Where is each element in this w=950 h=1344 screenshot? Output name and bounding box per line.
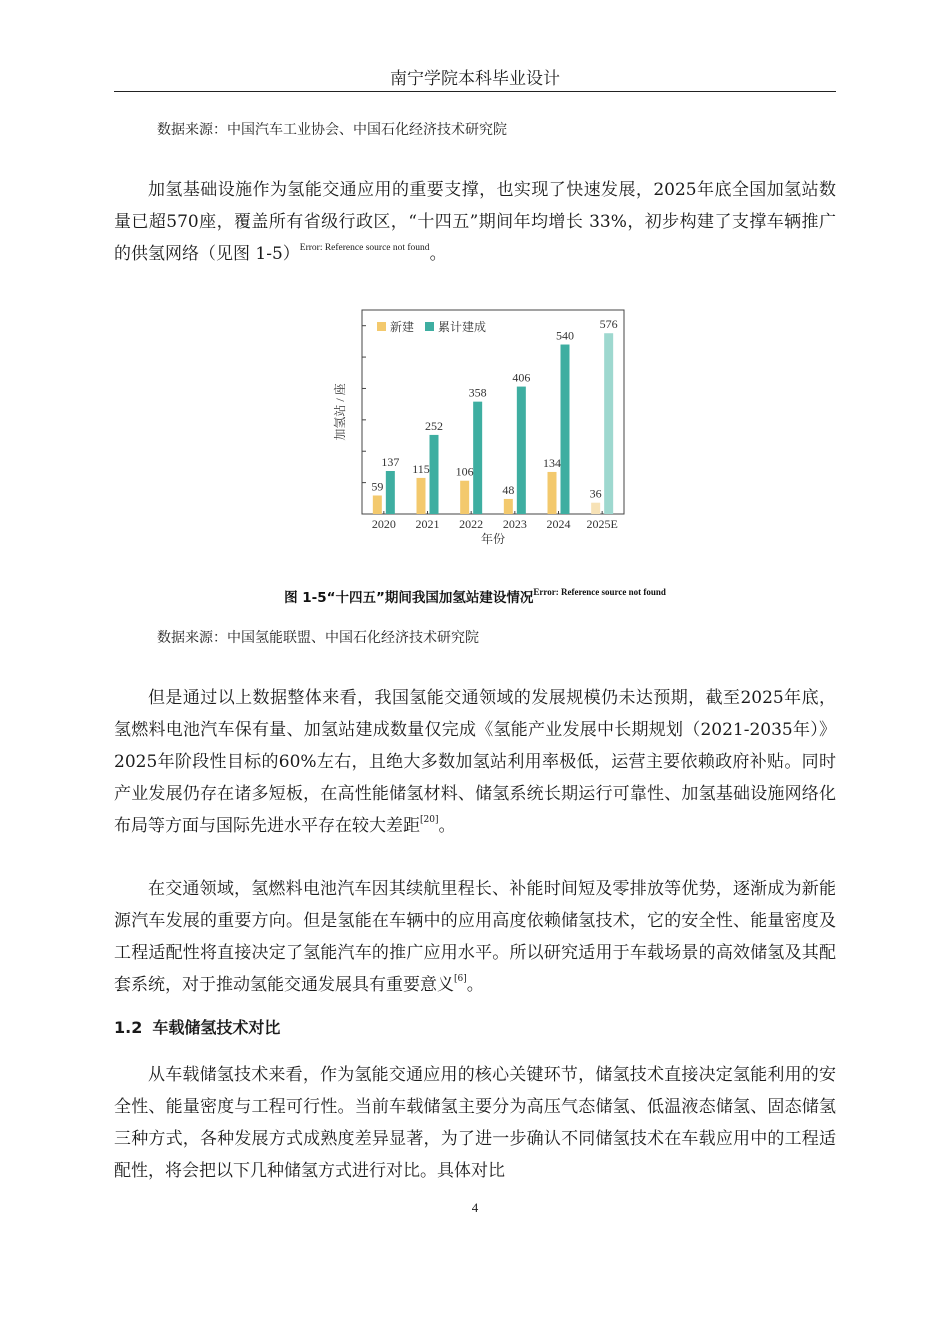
data-label-cumulative-2025E: 576 <box>599 317 618 332</box>
bar-cumulative-2022 <box>473 402 482 514</box>
hydrogen-station-bar-chart <box>330 300 630 550</box>
paragraph-storage-overview <box>114 1059 836 1187</box>
paragraph-transport-application <box>114 873 836 1001</box>
paragraph-development-gap <box>114 682 836 842</box>
page-header-title: 南宁学院本科毕业设计 <box>390 69 560 89</box>
x-tick-label-2024: 2024 <box>546 517 571 531</box>
legend-label-cumulative: 累计建成 <box>438 320 487 334</box>
bar-cumulative-2024 <box>561 345 570 514</box>
section-number: 1.2 <box>114 1018 143 1037</box>
data-label-new-2025E: 36 <box>589 486 602 501</box>
data-label-new-2023: 48 <box>502 482 515 497</box>
reference-error-note: Error: Reference source not found <box>299 243 430 254</box>
legend-swatch-cumulative <box>425 322 434 331</box>
paragraph-text: 在交通领域，氢燃料电池汽车因其续航里程长、补能时间短及零排放等优势，逐渐成为新能源汽车发展的重要方向。但是氢能在车辆中的应用高度依赖储氢技术，它的安全性、能量密度及工程适配性将直接决定了氢能汽车的推广应用水平。所以研究适用于车载场景的高效储氢及其配套系统，对于推动氢能交通发展具有重要意义 <box>114 879 836 995</box>
data-source-note-1: 数据来源：中国汽车工业协会、中国石化经济技术研究院 <box>157 122 507 138</box>
bar-new-2023 <box>504 499 513 514</box>
paragraph-text: 加氢基础设施作为氢能交通应用的重要支撑，也实现了快速发展，2025年底全国加氢站数量已超570座，覆盖所有省级行政区，“十四五”期间年均增长 33%，初步构建了支撑车辆推广的供氢网络（见图 1-5） <box>114 180 836 264</box>
bar-cumulative-2020 <box>386 471 395 514</box>
chart-bars <box>371 317 617 514</box>
bar-new-2020 <box>373 495 382 514</box>
x-tick-label-2020: 2020 <box>371 517 396 531</box>
x-tick-label-2023: 2023 <box>502 517 527 531</box>
bar-cumulative-2021 <box>430 435 439 514</box>
citation-ref-6: [6] <box>454 974 467 985</box>
y-axis-label: 加氢站 / 座 <box>333 383 347 441</box>
paragraph-end: 。 <box>429 244 447 264</box>
x-tick-label-2025E: 2025E <box>586 517 618 531</box>
bar-cumulative-2023 <box>517 387 526 514</box>
data-label-cumulative-2020: 137 <box>381 455 400 470</box>
bar-new-2024 <box>548 472 557 514</box>
header-divider <box>114 91 836 92</box>
section-title: 车载储氢技术对比 <box>152 1018 281 1037</box>
paragraph-end: 。 <box>438 816 456 836</box>
data-label-cumulative-2023: 406 <box>512 370 531 385</box>
paragraph-hydrogen-infrastructure <box>114 174 836 270</box>
chart-legend <box>377 319 486 334</box>
data-label-new-2021: 115 <box>412 461 430 476</box>
legend-label-new: 新建 <box>390 320 415 334</box>
paragraph-text: 但是通过以上数据整体来看，我国氢能交通领域的发展规模仍未达预期，截至2025年底，氢燃料电池汽车保有量、加氢站建成数量仅完成《氢能产业发展中长期规划（2021-2035年）》2025年阶段性目标的60%左右，且绝大多数加氢站利用率极低，运营主要依赖政府补贴。同时产业发展仍存在诸多短板，在高性能储氢材料、储氢系统长期运行可靠性、加氢基础设施网络化布局等方面与国际先进水平存在较大差距 <box>114 688 836 836</box>
legend-swatch-new <box>377 322 386 331</box>
figure-caption-text: 图 1-5“十四五”期间我国加氢站建设情况 <box>284 590 534 606</box>
bar-cumulative-2025E <box>604 333 613 514</box>
section-heading <box>114 1013 280 1043</box>
bar-new-2022 <box>460 481 469 514</box>
data-label-cumulative-2022: 358 <box>468 385 487 400</box>
citation-ref-20: [20] <box>420 815 439 826</box>
data-label-new-2024: 134 <box>543 455 561 470</box>
x-tick-label-2021: 2021 <box>415 517 440 531</box>
paragraph-end: 。 <box>466 975 484 995</box>
data-label-new-2022: 106 <box>455 464 474 479</box>
figure-caption <box>0 586 950 610</box>
x-tick-label-2022: 2022 <box>459 517 484 531</box>
paragraph-text: 从车载储氢技术来看，作为氢能交通应用的核心关键环节，储氢技术直接决定氢能利用的安全性、能量密度与工程可行性。当前车载储氢主要分为高压气态储氢、低温液态储氢、固态储氢三种方式，各种发展方式成熟度差异显著，为了进一步确认不同储氢技术在车载应用中的工程适配性，将会把以下几种储氢方式进行对比。具体对比 <box>114 1065 836 1181</box>
plot-frame <box>362 310 624 514</box>
data-label-new-2020: 59 <box>371 479 384 494</box>
y-axis-ticks <box>362 326 366 514</box>
bar-new-2025E <box>591 503 600 514</box>
page-number: 4 <box>471 1200 479 1215</box>
bar-new-2021 <box>417 478 426 514</box>
data-label-cumulative-2021: 252 <box>425 418 443 433</box>
data-source-note-2: 数据来源：中国氢能联盟、中国石化经济技术研究院 <box>157 630 479 646</box>
figure-caption-error-note: Error: Reference source not found <box>533 586 666 597</box>
data-label-cumulative-2024: 540 <box>556 328 574 343</box>
x-axis-label: 年份 <box>480 532 506 546</box>
